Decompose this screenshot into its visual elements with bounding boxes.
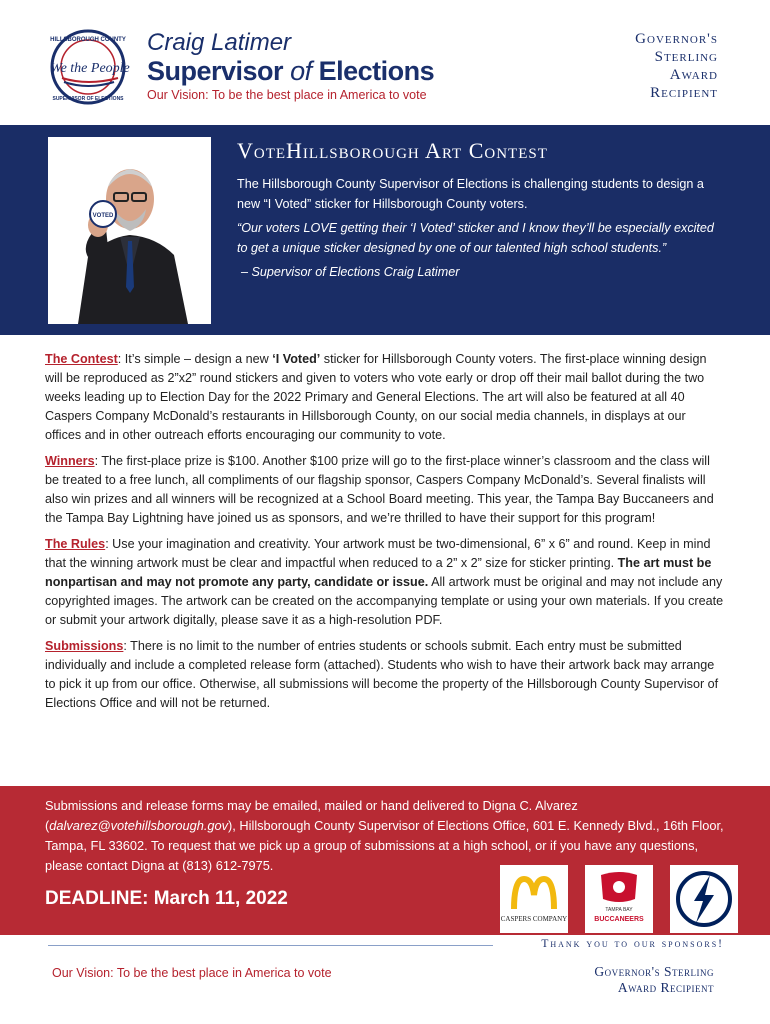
submit-text-post: ), Hillsborough County Supervisor of Elections Office, 601 E. Kennedy Blvd., 16th Floor, Tampa, FL 33602. To request that we pick up a group of submissions at a high school, or if you have any questions, please contact Digna at (813) 612-7975. (45, 818, 724, 873)
rules-text-bold: The art must be nonpartisan and may not promote any party, candidate or issue. (45, 556, 712, 589)
submissions-text: : There is no limit to the number of entries students or schools submit. Each entry must be submitted individually and include a completed release form (attached). Students who wish to have their artwork back may arrange to pick it up from our office. Otherwise, all submissions will become the property of the Hillsborough County Supervisor of Elections Office and will not be returned. (45, 639, 719, 710)
winners-text: : The first-place prize is $100. Another $100 prize will go to the first-place winner’s classroom and the class will be treated to a free lunch, all compliments of our flagship sponsor, Caspers Company McDonald’s. Several finalists will also win prizes and all winners will be recognized at a School Board meeting. This year, the Tampa Bay Buccaneers and the Tampa Bay Lightning have joined us as sponsors, and we’re thrilled to have their support for this program! (45, 454, 714, 525)
submissions-paragraph (45, 637, 725, 713)
supervisor-photo (48, 137, 211, 324)
vision-statement: Our Vision: To be the best place in America to vote (147, 88, 427, 102)
footer-vision-statement: Our Vision: To be the best place in America to vote (52, 966, 332, 980)
office-title-main: Supervisor (147, 56, 284, 86)
brand-block (147, 30, 434, 102)
caspers-mcdonalds-logo (500, 865, 568, 933)
contest-paragraph (45, 350, 725, 445)
submit-text-pre: Submissions and release forms may be emailed, mailed or hand delivered to Digna C. Alvarez ( (45, 798, 578, 833)
award-line: Governor's (635, 31, 718, 47)
contest-details (45, 350, 725, 720)
footer-award-line: Governor's Sterling (594, 964, 714, 979)
supervisor-quote: “Our voters LOVE getting their ‘I Voted’ sticker and I know they’ll be especially excited to get a unique sticker designed by one of our talented high school students.” (237, 221, 714, 255)
bucs-text: BUCCANEERS (594, 916, 644, 923)
contest-text-bold: ‘I Voted’ (272, 352, 321, 366)
seal-text-mid: We the People (50, 61, 130, 76)
award-line: Recipient (650, 85, 718, 101)
section-label-winners: Winners (45, 454, 95, 468)
we-the-people-seal-logo (48, 28, 140, 106)
seal-text-top: HILLSBOROUGH COUNTY (50, 37, 126, 43)
office-title (147, 56, 434, 86)
section-label-submissions: Submissions (45, 639, 124, 653)
submission-instructions (45, 796, 725, 876)
rules-text-pre: : Use your imagination and creativity. Your artwork must be two-dimensional, 6” x 6” and round. Keep in mind that the winning artwork must be clear and impactful when reduced to a 2” x 2” size for sticker printing. (45, 537, 711, 570)
buccaneers-logo (585, 865, 653, 933)
rules-text-post: All artwork must be original and may not include any copyrighted images. The artwork can be created on the accompanying template or using your own materials. If you create or submit your artwork digitally, please save it as a high-resolution PDF. (45, 575, 724, 627)
banner-text (237, 138, 727, 279)
award-badge (635, 30, 718, 102)
caspers-text: CASPERS COMPANY (500, 915, 568, 923)
submission-footer (0, 786, 770, 935)
photo-sticker-text: VOTED (92, 213, 114, 219)
office-title-end: Elections (318, 56, 435, 86)
lightning-logo (670, 865, 738, 933)
bucs-top-text: TAMPA BAY (605, 907, 633, 913)
footer-award-badge (594, 964, 714, 996)
contest-banner (0, 125, 770, 335)
office-title-of: of (290, 56, 312, 86)
sponsors-divider (48, 945, 493, 946)
contest-text-post: sticker for Hillsborough County voters. The first-place winning design will be reproduced as 2”x2” round stickers and given to voters who vote early or drop off their mail ballot during the two weeks leading up to Election Day for the 2022 Primary and General Elections. The art will also be featured at all 40 Caspers Company McDonald’s restaurants in Hillsborough County, on our social media channels, in displays at our offices and in other outreach efforts encouraging our community to vote. (45, 352, 707, 442)
contest-title: VoteHillsborough Art Contest (237, 138, 548, 163)
deadline-text: DEADLINE: March 11, 2022 (45, 888, 288, 909)
section-label-contest: The Contest (45, 352, 118, 366)
quote-attribution: – Supervisor of Elections Craig Latimer (241, 265, 460, 279)
page-header (0, 0, 770, 125)
footer-award-line: Award Recipient (617, 980, 714, 995)
winners-paragraph (45, 452, 725, 528)
contest-text-pre: : It’s simple – design a new (117, 352, 273, 366)
contest-intro: The Hillsborough County Supervisor of Elections is challenging students to design a new “I Voted” sticker for Hillsborough County voters. (237, 177, 704, 211)
section-label-rules: The Rules (45, 537, 106, 551)
award-line: Award (669, 67, 718, 83)
award-line: Sterling (654, 49, 718, 65)
supervisor-name: Craig Latimer (147, 29, 292, 56)
seal-text-bottom: SUPERVISOR OF ELECTIONS (52, 96, 124, 102)
rules-paragraph (45, 535, 725, 630)
contact-email-link[interactable]: dalvarez@votehillsborough.gov (49, 818, 229, 833)
sponsors-thanks: Thank you to our sponsors! (541, 938, 724, 950)
